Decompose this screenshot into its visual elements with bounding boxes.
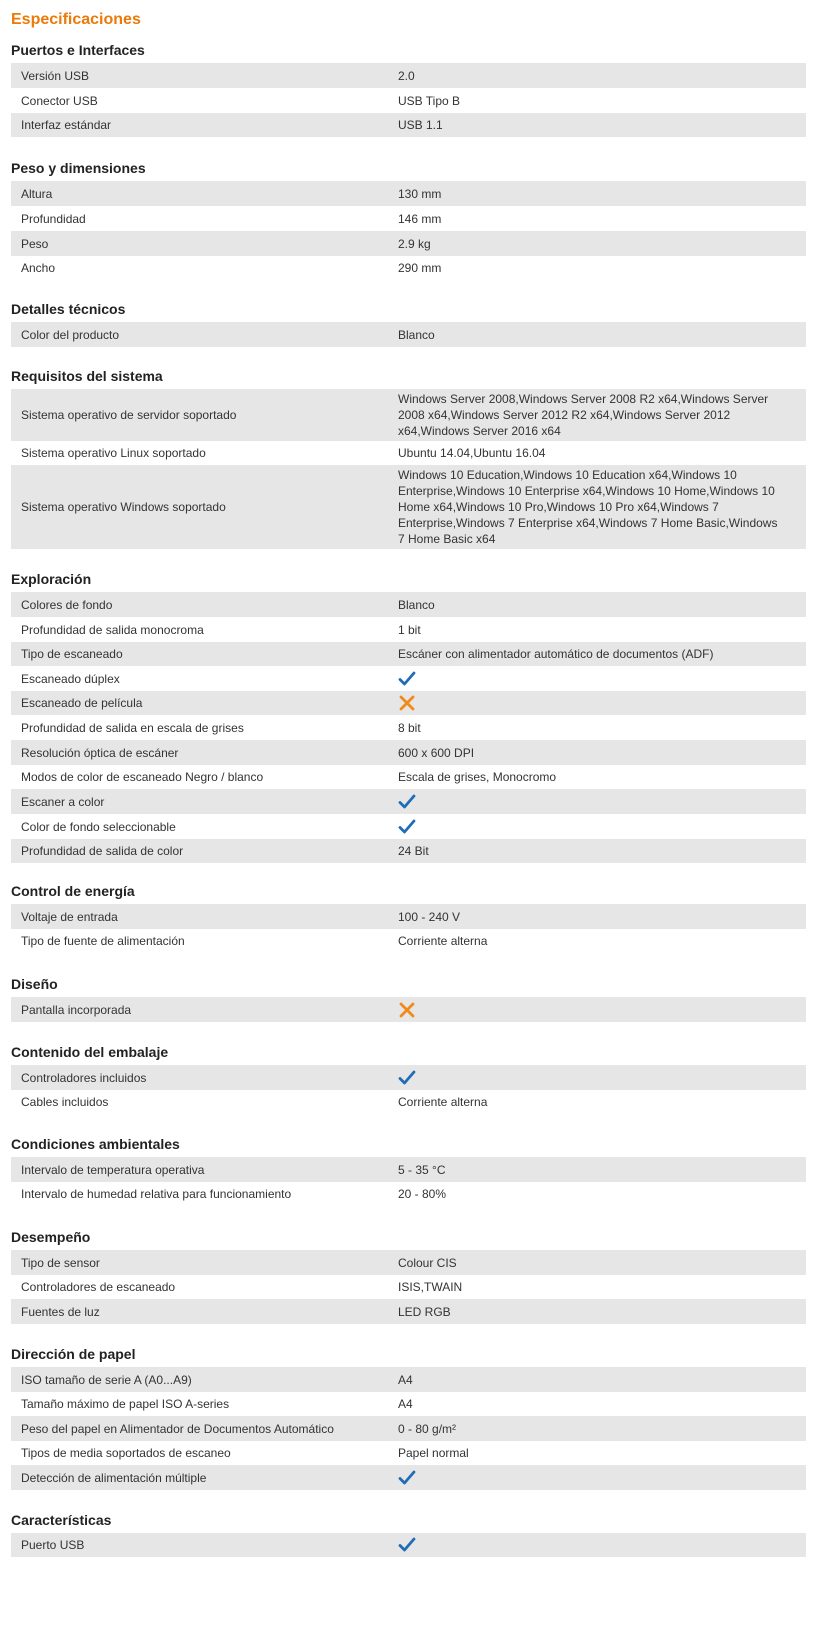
spec-section [11,41,806,137]
spec-label: Ancho [21,261,56,275]
spec-value-icon [398,818,796,836]
spec-row [11,715,806,740]
spec-value-icon [398,694,796,712]
spec-value: Ubuntu 14.04,Ubuntu 16.04 [398,446,546,460]
spec-row [11,740,806,765]
spec-row [11,617,806,642]
spec-row [11,814,806,839]
spec-value: Blanco [398,597,435,612]
spec-row [11,904,806,929]
spec-value: 8 bit [398,720,421,735]
spec-row [11,1182,806,1206]
spec-label: Interfaz estándar [21,118,112,132]
spec-section [11,975,806,1022]
spec-row [11,231,806,256]
spec-label: Tipo de escaneado [21,647,123,661]
spec-label: Escaneado de película [21,696,143,710]
spec-value-icon [398,1001,796,1019]
spec-row [11,1392,806,1416]
spec-section [11,159,806,280]
spec-section [11,1135,806,1206]
spec-label: Profundidad [21,211,86,226]
spec-row [11,113,806,137]
spec-label: ISO tamaño de serie A (A0...A9) [21,1372,192,1387]
spec-label: Color del producto [21,327,120,342]
spec-row [11,765,806,789]
spec-section [11,1043,806,1114]
spec-value: 2.0 [398,68,415,83]
spec-label: Puerto USB [21,1538,85,1552]
page-title: Especificaciones [11,11,141,28]
spec-label: Resolución óptica de escáner [21,745,179,760]
spec-label: Controladores incluidos [21,1070,147,1085]
spec-value-icon [398,670,796,688]
spec-label: Colores de fondo [21,597,113,612]
spec-label: Sistema operativo Windows soportado [21,500,226,514]
spec-value: 100 - 240 V [398,909,461,924]
spec-row [11,691,806,715]
spec-label: Color de fondo seleccionable [21,819,176,834]
check-icon [398,670,416,688]
spec-value: USB 1.1 [398,118,443,132]
section-title: Peso y dimensiones [11,160,146,176]
section-title: Requisitos del sistema [11,368,163,384]
check-icon [398,1469,416,1487]
section-title: Desempeño [11,1229,91,1245]
spec-value: Escáner con alimentador automático de documentos (ADF) [398,647,714,661]
spec-row [11,465,806,549]
spec-value: 146 mm [398,211,442,226]
spec-value: Escala de grises, Monocromo [398,770,557,784]
spec-row [11,997,806,1022]
spec-value: 24 Bit [398,844,429,858]
section-title: Puertos e Interfaces [11,42,145,58]
spec-row [11,206,806,231]
spec-label: Profundidad de salida de color [21,844,184,858]
spec-value: 20 - 80% [398,1187,447,1201]
spec-label: Tipo de fuente de alimentación [21,934,185,948]
cross-icon [398,694,416,712]
spec-label: Tipo de sensor [21,1255,100,1270]
spec-label: Profundidad de salida en escala de grises [21,720,244,735]
section-title: Detalles técnicos [11,301,126,317]
spec-row [11,642,806,666]
spec-label: Peso del papel en Alimentador de Documentos Automático [21,1421,334,1436]
spec-label: Intervalo de temperatura operativa [21,1162,205,1177]
spec-row [11,1157,806,1182]
spec-label: Intervalo de humedad relativa para funcionamiento [21,1187,292,1201]
spec-row [11,1367,806,1392]
spec-label: Voltaje de entrada [21,909,118,924]
spec-row [11,1299,806,1324]
spec-row [11,929,806,953]
spec-section [11,1228,806,1324]
spec-row [11,1465,806,1490]
spec-label: Controladores de escaneado [21,1280,176,1294]
spec-value: 290 mm [398,261,442,275]
spec-section [11,367,806,549]
section-title: Diseño [11,976,58,992]
spec-value: ISIS,TWAIN [398,1280,463,1294]
spec-row [11,1275,806,1299]
spec-value: A4 [398,1372,413,1387]
spec-row [11,1416,806,1441]
spec-value: 600 x 600 DPI [398,745,475,760]
spec-section [11,1345,806,1490]
spec-row [11,1090,806,1114]
spec-value: Colour CIS [398,1255,457,1270]
spec-value-icon [398,793,796,811]
spec-value-icon [398,1469,796,1487]
spec-label: Profundidad de salida monocroma [21,622,204,637]
check-icon [398,818,416,836]
spec-label: Fuentes de luz [21,1304,100,1319]
spec-label: Detección de alimentación múltiple [21,1470,207,1485]
spec-section [11,882,806,953]
spec-label: Versión USB [21,68,90,83]
spec-label: Escaner a color [21,794,105,809]
spec-label: Tamaño máximo de papel ISO A-series [21,1397,230,1411]
section-title: Dirección de papel [11,1346,136,1362]
spec-row [11,441,806,465]
spec-value: 1 bit [398,622,421,637]
spec-value: 130 mm [398,186,442,201]
section-title: Características [11,1512,112,1528]
spec-row [11,181,806,206]
spec-value-icon [398,1069,796,1087]
spec-row [11,88,806,113]
spec-value: LED RGB [398,1304,451,1319]
spec-section [11,1511,806,1557]
spec-row [11,1065,806,1090]
spec-row [11,1250,806,1275]
spec-row [11,389,806,441]
check-icon [398,793,416,811]
spec-value: 2.9 kg [398,236,431,251]
section-title: Contenido del embalaje [11,1044,169,1060]
spec-value: 0 - 80 g/m² [398,1421,457,1436]
spec-value: Blanco [398,327,435,342]
spec-value: Windows Server 2008,Windows Server 2008 R2 x64,Windows Server 2008 x64,Windows Server 2012 R2 x64,Windows Server 2012 x64,Windows Server 2016 x64 [398,392,769,438]
spec-value: USB Tipo B [398,93,461,108]
spec-value: 5 - 35 °C [398,1162,446,1177]
check-icon [398,1069,416,1087]
spec-row [11,789,806,814]
section-title: Control de energía [11,883,135,899]
spec-label: Altura [21,186,53,201]
spec-row [11,666,806,691]
spec-label: Sistema operativo Linux soportado [21,446,206,460]
spec-label: Tipos de media soportados de escaneo [21,1446,231,1460]
spec-value: Windows 10 Education,Windows 10 Education x64,Windows 10 Enterprise,Windows 10 Enterprise x64,Windows 10 Home,Windows 10 Home x64,Windows 10 Pro,Windows 10 Pro x64,Windows 7 Enterprise,Windows 7 Enterprise x64,Windows 7 Home Basic,Windows 7 Home Basic x64 [398,468,778,546]
spec-row [11,1441,806,1465]
section-title: Exploración [11,571,92,587]
spec-row [11,592,806,617]
spec-value: A4 [398,1397,413,1411]
spec-row [11,322,806,347]
spec-value-icon [398,1536,796,1554]
check-icon [398,1536,416,1554]
spec-label: Conector USB [21,93,98,108]
spec-row [11,839,806,863]
spec-value: Papel normal [398,1446,469,1460]
spec-row [11,1533,806,1557]
spec-row [11,63,806,88]
spec-label: Pantalla incorporada [21,1002,132,1017]
cross-icon [398,1001,416,1019]
spec-label: Cables incluidos [21,1095,109,1109]
spec-section [11,570,806,863]
section-title: Condiciones ambientales [11,1136,180,1152]
spec-label: Sistema operativo de servidor soportado [21,408,237,422]
spec-value: Corriente alterna [398,1095,488,1109]
spec-section [11,300,806,347]
spec-label: Peso [21,236,49,251]
spec-value: Corriente alterna [398,934,488,948]
spec-row [11,256,806,280]
spec-label: Escaneado dúplex [21,671,120,686]
spec-label: Modos de color de escaneado Negro / blanco [21,770,264,784]
